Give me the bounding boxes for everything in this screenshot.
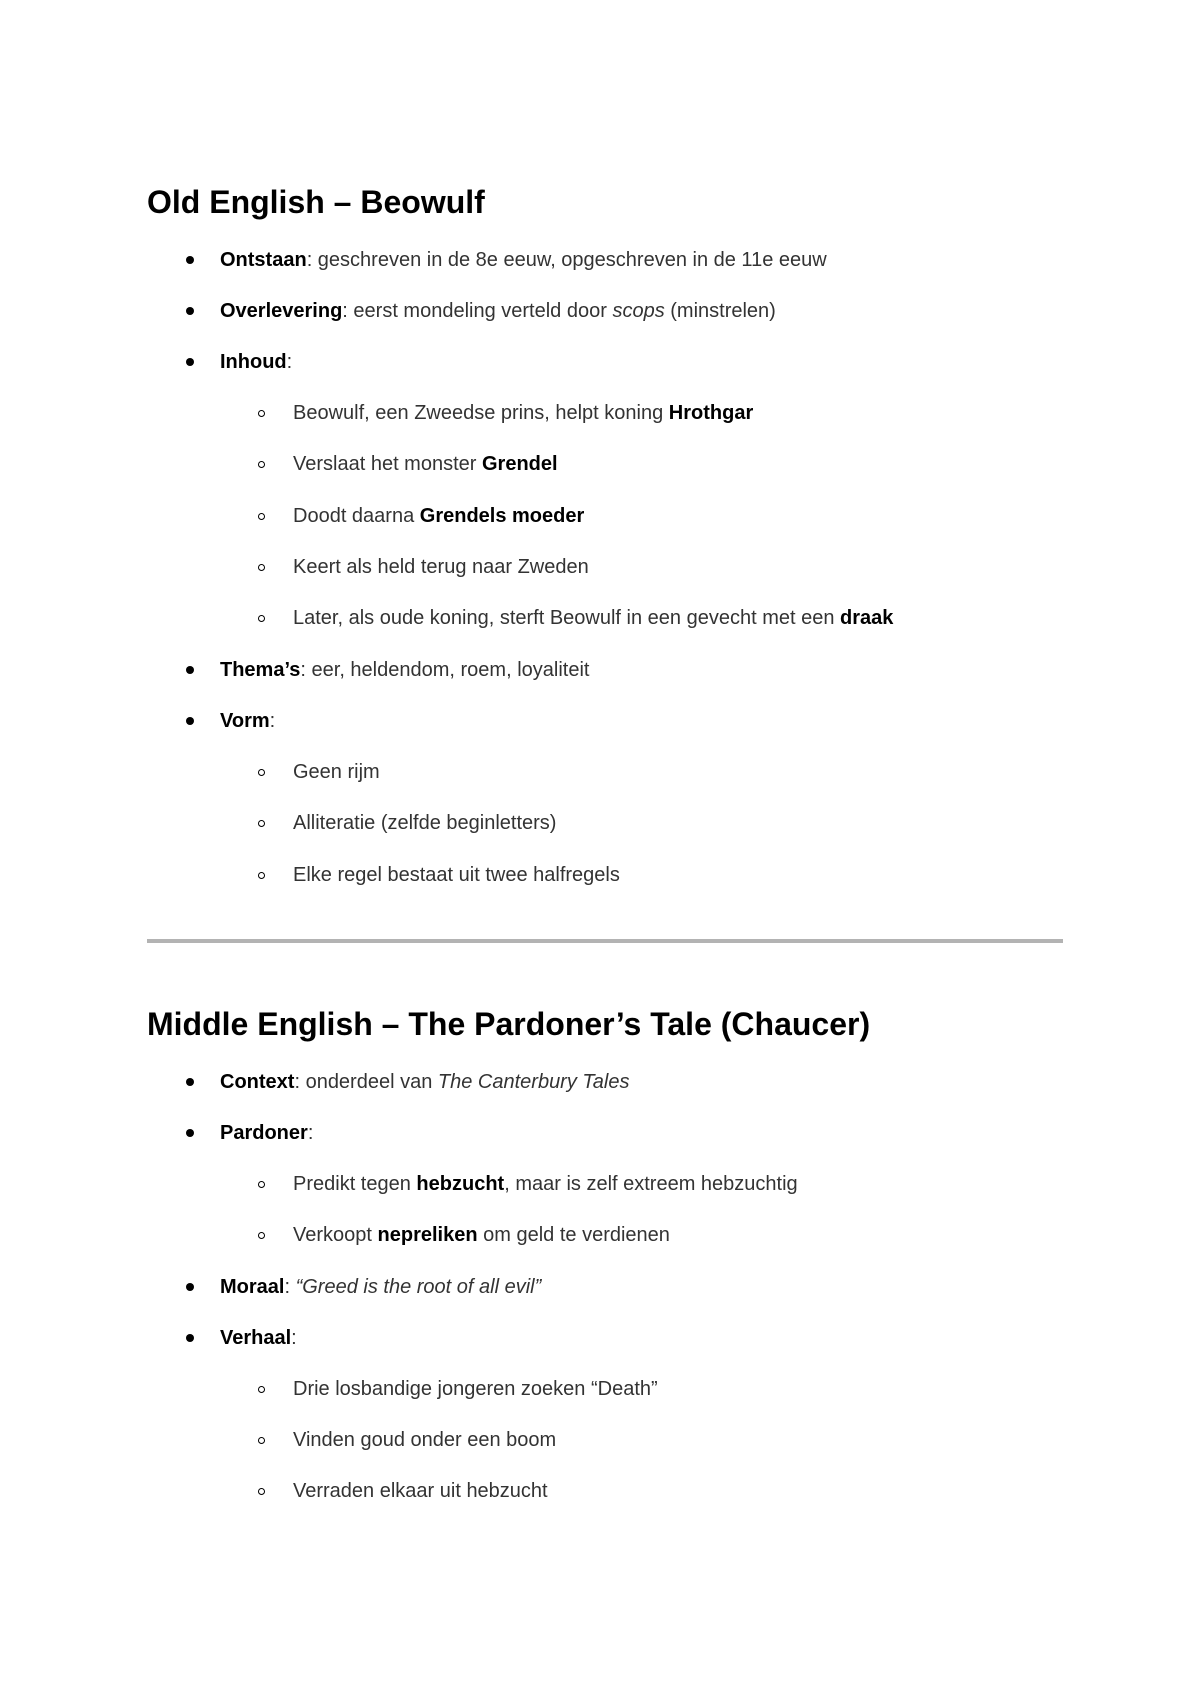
bullet-disc-icon: [186, 358, 194, 366]
bullet-circle-icon: [258, 1437, 265, 1444]
bullet-circle-icon: [258, 769, 265, 776]
label-overlevering: Overlevering: [220, 300, 343, 322]
bullet-circle-icon: [258, 564, 265, 571]
bullet-disc-icon: [186, 256, 194, 264]
bullet-disc-icon: [186, 307, 194, 315]
label-verhaal: Verhaal: [220, 1327, 292, 1349]
bullet-circle-icon: [258, 1386, 265, 1393]
bullet-disc-icon: [186, 1129, 194, 1137]
sub-item-vorm-2: Alliteratie (zelfde beginletters): [293, 812, 557, 834]
list-item-moraal: Moraal: “Greed is the root of all evil”: [220, 1276, 542, 1298]
label-inhoud: Inhoud: [220, 351, 287, 373]
list-item-themas: Thema’s: eer, heldendom, roem, loyaliteit: [220, 659, 590, 681]
label-vorm: Vorm: [220, 710, 270, 732]
bullet-disc-icon: [186, 1334, 194, 1342]
sub-item-vorm-3: Elke regel bestaat uit twee halfregels: [293, 864, 620, 886]
sub-item-inhoud-1: Beowulf, een Zweedse prins, helpt koning Hrothgar: [293, 402, 754, 424]
bullet-circle-icon: [258, 1232, 265, 1239]
sub-item-vorm-1: Geen rijm: [293, 761, 380, 783]
label-themas: Thema’s: [220, 659, 301, 681]
bullet-circle-icon: [258, 872, 265, 879]
list-item-verhaal: Verhaal:: [220, 1327, 297, 1349]
bullet-circle-icon: [258, 1181, 265, 1188]
list-item-ontstaan: Ontstaan: geschreven in de 8e eeuw, opgeschreven in de 11e eeuw: [220, 249, 827, 271]
sub-item-inhoud-5: Later, als oude koning, sterft Beowulf in een gevecht met een draak: [293, 607, 894, 629]
label-pardoner: Pardoner: [220, 1122, 308, 1144]
sub-item-pardoner-1: Predikt tegen hebzucht, maar is zelf extreem hebzuchtig: [293, 1173, 798, 1195]
section-title-middle-english: Middle English – The Pardoner’s Tale (Chaucer): [147, 1006, 871, 1042]
bullet-circle-icon: [258, 461, 265, 468]
list-item-vorm: Vorm:: [220, 710, 276, 732]
sub-item-inhoud-2: Verslaat het monster Grendel: [293, 453, 558, 475]
list-item-inhoud: Inhoud:: [220, 351, 293, 373]
sub-item-inhoud-3: Doodt daarna Grendels moeder: [293, 505, 585, 527]
section-divider: [147, 939, 1063, 943]
list-item-pardoner: Pardoner:: [220, 1122, 314, 1144]
bullet-circle-icon: [258, 513, 265, 520]
bullet-circle-icon: [258, 820, 265, 827]
sub-item-inhoud-4: Keert als held terug naar Zweden: [293, 556, 589, 578]
list-item-overlevering: Overlevering: eerst mondeling verteld door scops (minstrelen): [220, 300, 776, 322]
sub-item-verhaal-3: Verraden elkaar uit hebzucht: [293, 1480, 548, 1502]
section-title-old-english: Old English – Beowulf: [147, 184, 485, 220]
bullet-disc-icon: [186, 666, 194, 674]
bullet-circle-icon: [258, 1488, 265, 1495]
bullet-disc-icon: [186, 1283, 194, 1291]
bullet-circle-icon: [258, 615, 265, 622]
label-context: Context: [220, 1071, 295, 1093]
bullet-disc-icon: [186, 1078, 194, 1086]
sub-item-verhaal-1: Drie losbandige jongeren zoeken “Death”: [293, 1378, 658, 1400]
bullet-disc-icon: [186, 717, 194, 725]
bullet-circle-icon: [258, 410, 265, 417]
list-item-context: Context: onderdeel van The Canterbury Tales: [220, 1071, 630, 1093]
label-moraal: Moraal: [220, 1276, 285, 1298]
sub-item-pardoner-2: Verkoopt nepreliken om geld te verdienen: [293, 1224, 670, 1246]
sub-item-verhaal-2: Vinden goud onder een boom: [293, 1429, 557, 1451]
label-ontstaan: Ontstaan: [220, 249, 307, 271]
